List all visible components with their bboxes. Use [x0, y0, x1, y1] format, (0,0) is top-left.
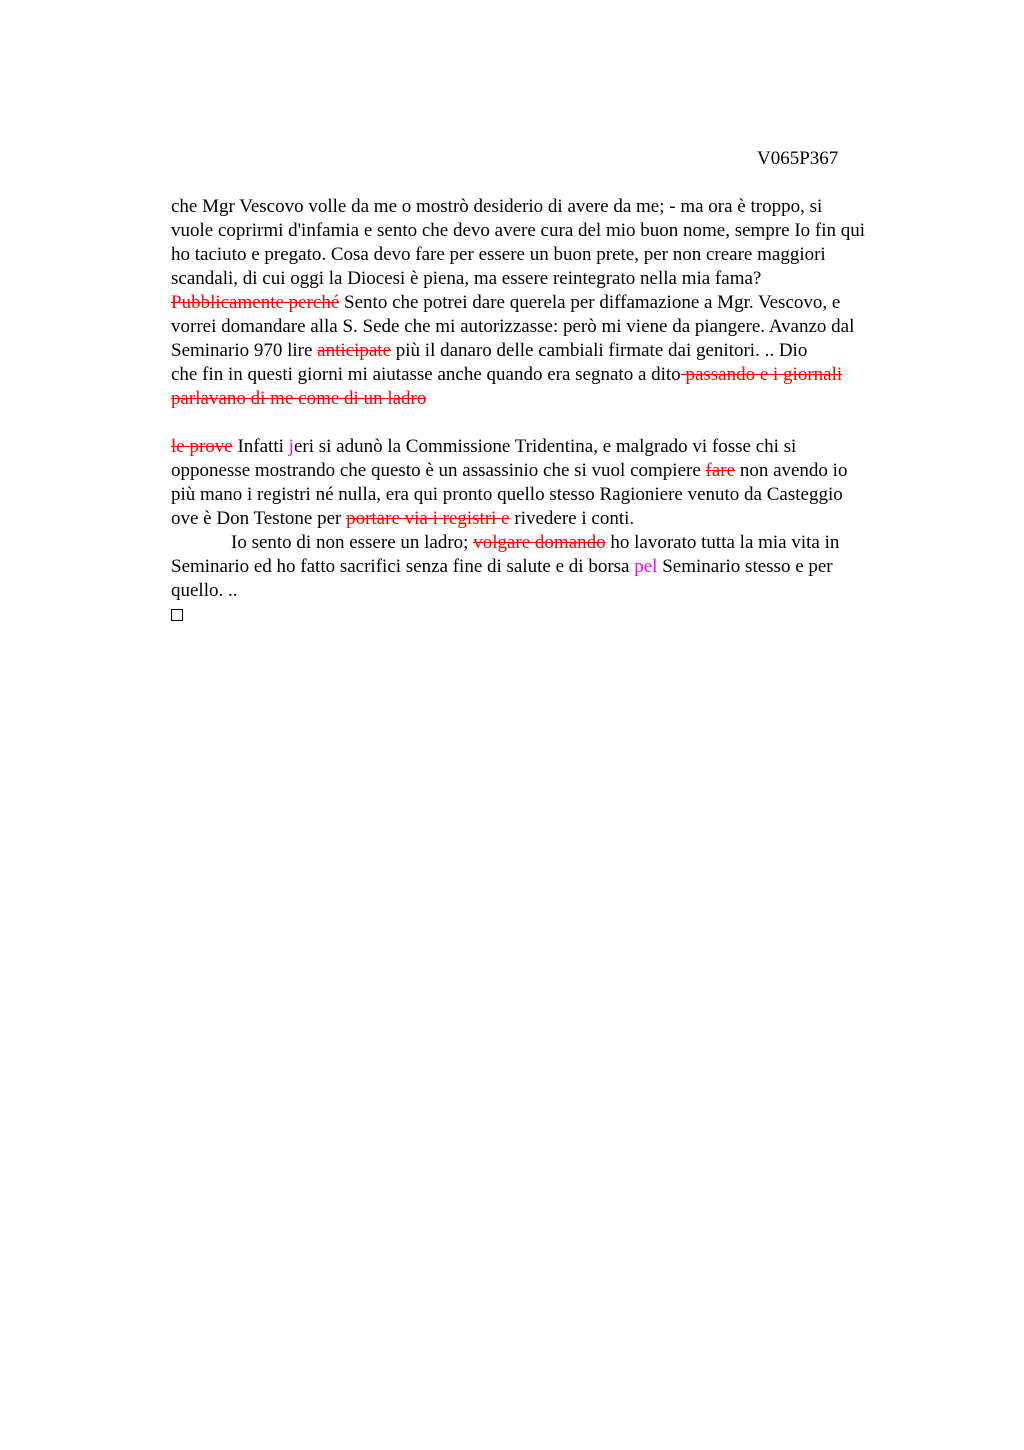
text: eri si adunò la Commissione Tridentina, e malgrado vi fosse chi si [293, 436, 797, 457]
text-line [171, 315, 931, 339]
text: opponesse mostrando che questo è un assassinio che si vuol compiere [171, 460, 706, 481]
text: rivedere i conti. [509, 508, 635, 529]
text-line [171, 483, 931, 507]
deleted-text: passando e i giornali [680, 364, 843, 385]
text-line [171, 219, 931, 243]
text: Seminario ed ho fatto sacrifici senza fine di salute e di borsa [171, 556, 635, 577]
text: Io sento di non essere un ladro; [231, 532, 474, 553]
letter-body [171, 195, 931, 627]
deleted-text: Pubblicamente perché [171, 292, 340, 313]
text: Seminario 970 lire [171, 340, 318, 361]
text-line [171, 579, 931, 603]
text: scandali, di cui oggi la Diocesi è piena, ma essere reintegrato nella mia fama? [171, 268, 762, 289]
text-line [171, 387, 931, 411]
page-id: V065P367 [757, 148, 839, 169]
text: che Mgr Vescovo volle da me o mostrò desiderio di avere da me; - ma ora è troppo, si [171, 196, 823, 217]
paragraph-gap [171, 411, 931, 435]
end-marker-line [171, 603, 931, 627]
text-line [171, 555, 931, 579]
text-line [171, 435, 931, 459]
text: che fin in questi giorni mi aiutasse anche quando era segnato a dito [171, 364, 681, 385]
square-icon [171, 609, 183, 621]
deleted-text: fare [705, 460, 736, 481]
deleted-text: parlavano di me come di un ladro [171, 388, 427, 409]
text: Infatti [232, 436, 289, 457]
text: vorrei domandare alla S. Sede che mi autorizzasse: però mi viene da piangere. Avanzo dal [171, 316, 855, 337]
text-line [171, 243, 931, 267]
text-line [171, 267, 931, 291]
text-line [171, 531, 931, 555]
text-line [171, 339, 931, 363]
text-line [171, 363, 931, 387]
inserted-text: j [288, 436, 294, 457]
text: ho taciuto e pregato. Cosa devo fare per essere un buon prete, per non creare maggiori [171, 244, 826, 265]
text: più mano i registri né nulla, era qui pronto quello stesso Ragioniere venuto da Casteggio [171, 484, 843, 505]
deleted-text: anticipate [317, 340, 392, 361]
text: ove è Don Testone per [171, 508, 347, 529]
text: quello. .. [171, 580, 238, 601]
deleted-text: volgare domando [473, 532, 606, 553]
text: vuole coprirmi d'infamia e sento che devo avere cura del mio buon nome, sempre Io fin qui [171, 220, 866, 241]
text-line [171, 195, 931, 219]
deleted-text: portare via i registri e [346, 508, 510, 529]
text: Seminario stesso e per [657, 556, 833, 577]
deleted-text: le prove [171, 436, 233, 457]
text-line [171, 507, 931, 531]
text-line [171, 291, 931, 315]
text: più il danaro delle cambiali firmate dai genitori. .. Dio [391, 340, 808, 361]
inserted-text: pel [634, 556, 658, 577]
text: non avendo io [735, 460, 848, 481]
text: ho lavorato tutta la mia vita in [605, 532, 840, 553]
text: Sento che potrei dare querela per diffamazione a Mgr. Vescovo, e [339, 292, 841, 313]
text-line [171, 459, 931, 483]
